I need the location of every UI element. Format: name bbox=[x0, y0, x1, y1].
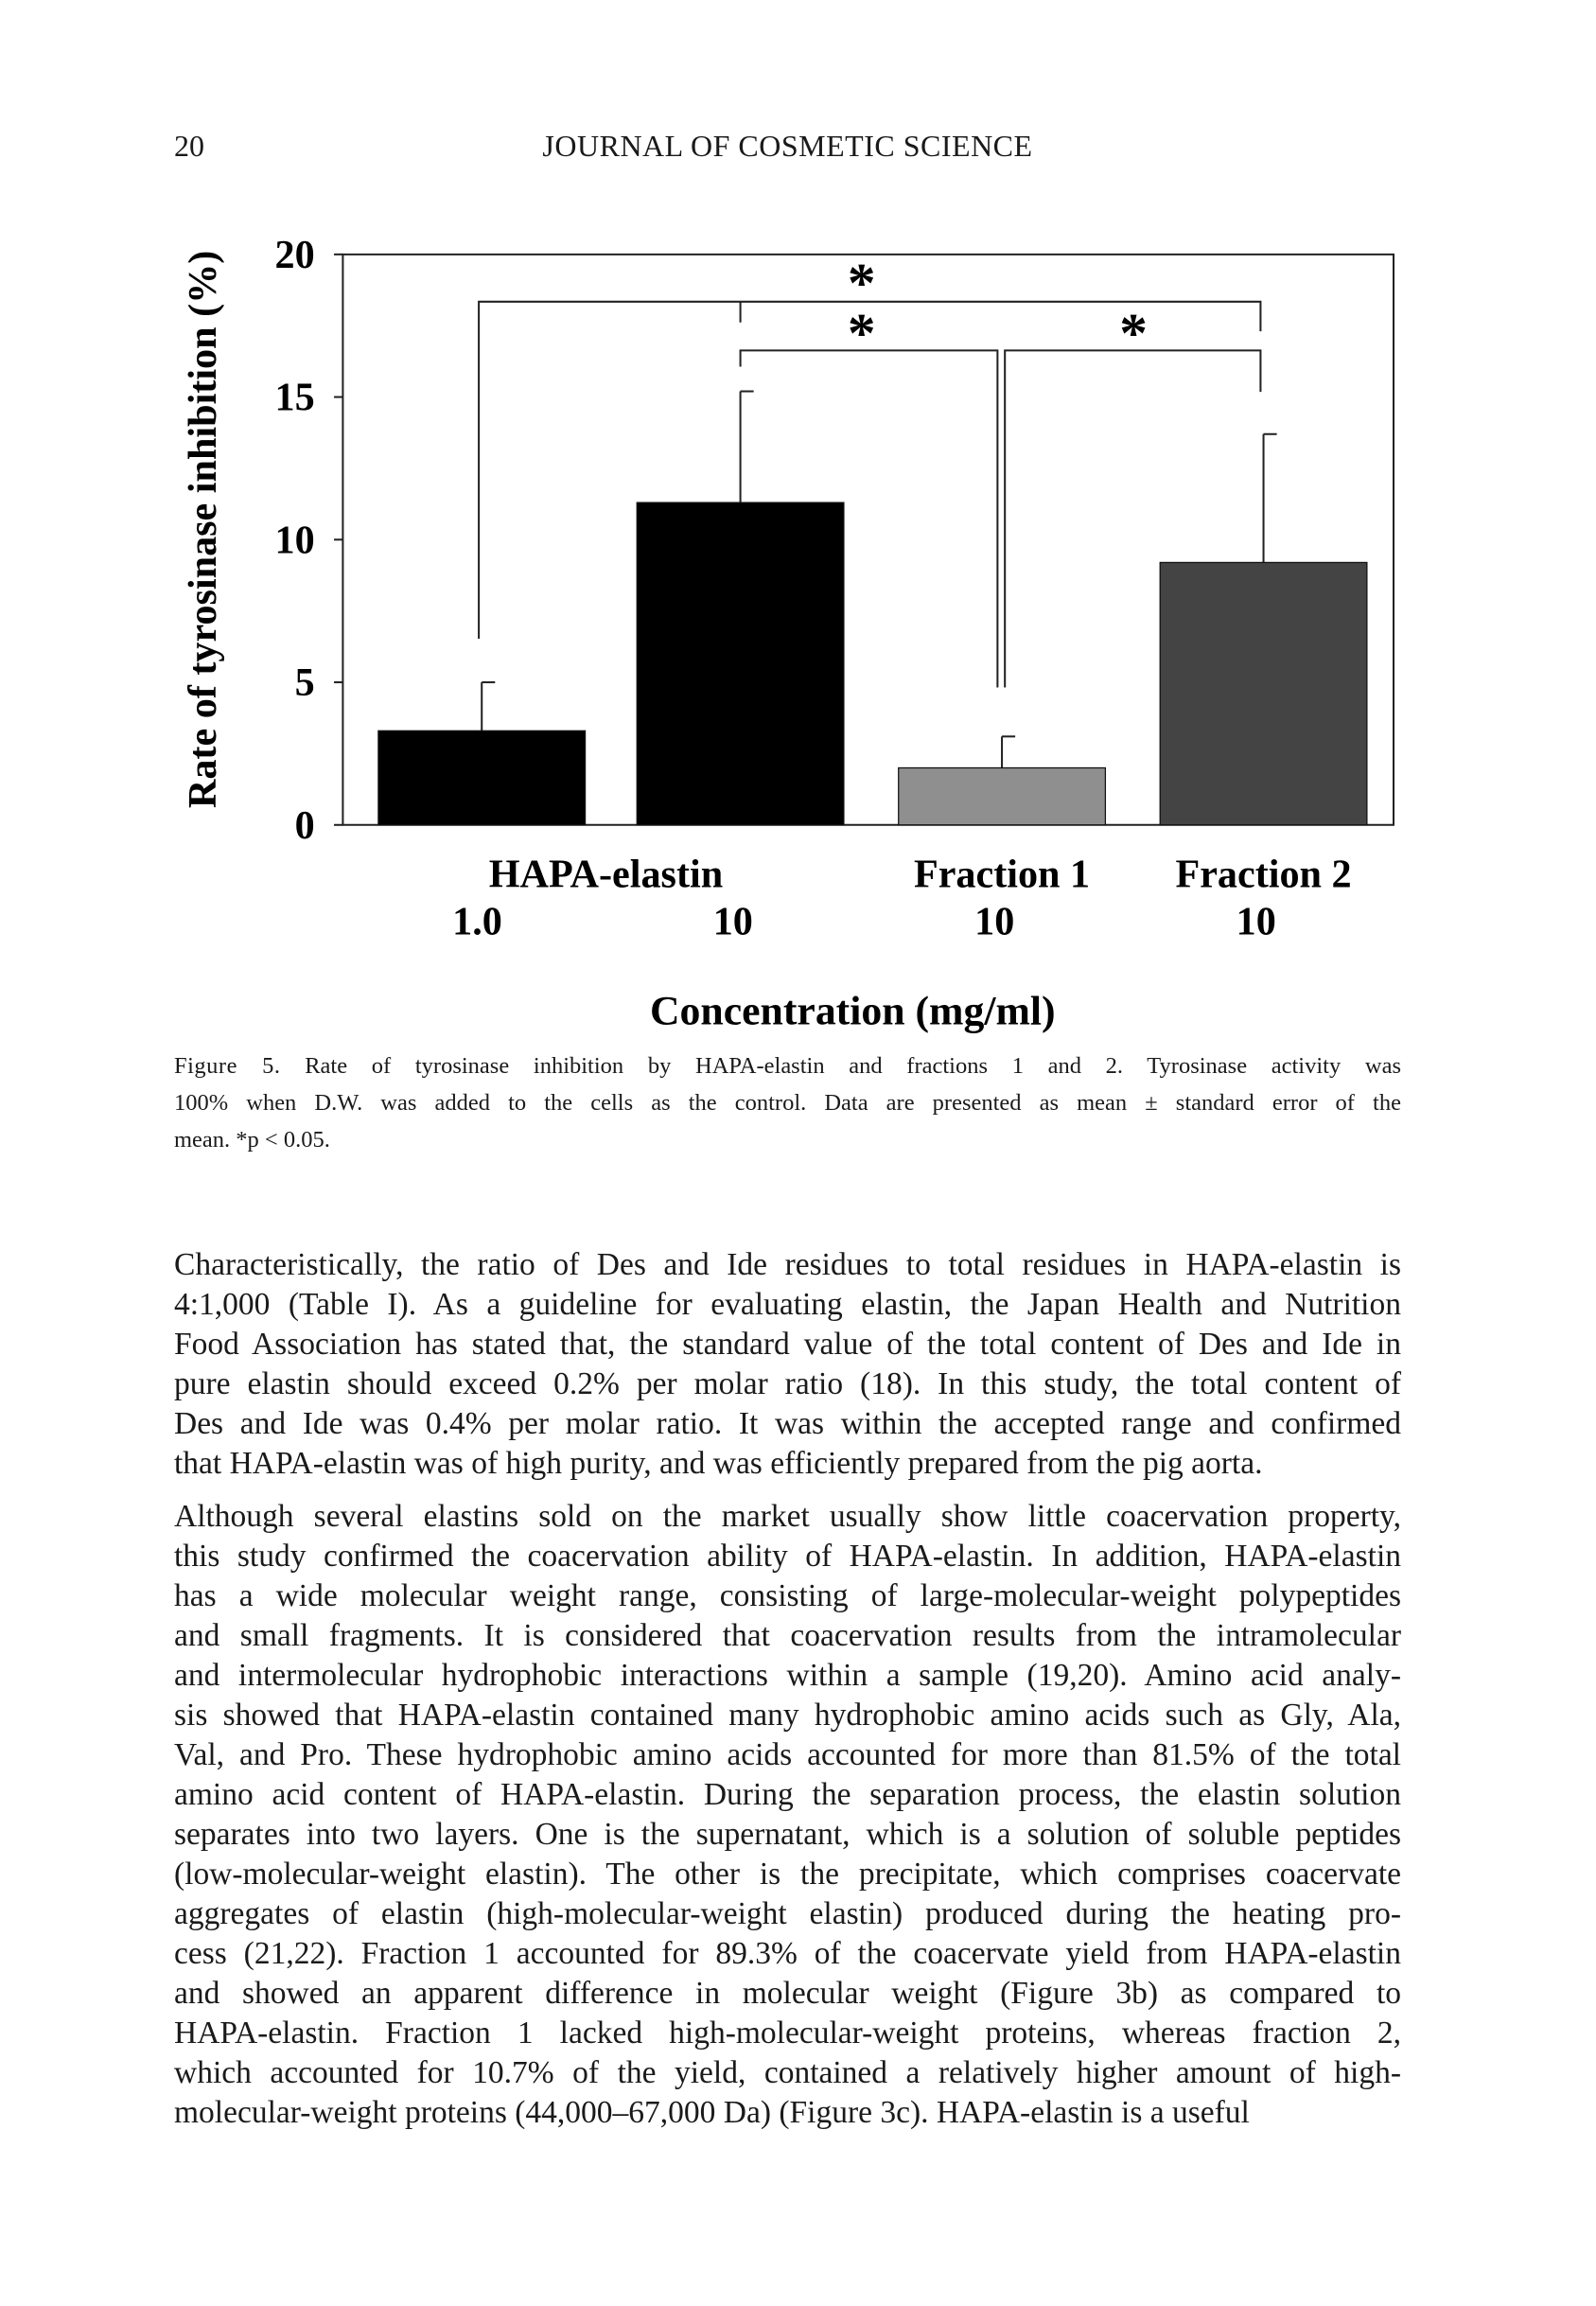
group-label: HAPA-elastin bbox=[488, 852, 724, 897]
y-tick-label: 20 bbox=[274, 232, 315, 277]
y-axis-title: Rate of tyrosinase inhibition (%) bbox=[181, 250, 226, 809]
body-text-line: Although several elastins sold on the market usually show little coacervation property, bbox=[174, 1499, 1401, 1534]
body-text-line: Des and Ide was 0.4% per molar ratio. It was within the accepted range and confirmed bbox=[174, 1406, 1401, 1441]
body-text-line: Val, and Pro. These hydrophobic amino acids accounted for more than 81.5% of the total bbox=[174, 1737, 1401, 1772]
concentration-label: 10 bbox=[974, 899, 1015, 944]
body-text-line: has a wide molecular weight range, consisting of large-molecular-weight polypeptides bbox=[174, 1578, 1401, 1613]
bar bbox=[899, 767, 1106, 824]
caption-line: 100% when D.W. was added to the cells as the control. Data are presented as mean ± standard error of the bbox=[174, 1090, 1401, 1116]
body-text-line: (low-molecular-weight elastin). The other is the precipitate, which comprises coacervate bbox=[174, 1857, 1401, 1892]
paragraph-2 bbox=[174, 1497, 1401, 2133]
body-text-line: and showed an apparent difference in molecular weight (Figure 3b) as compared to bbox=[174, 1976, 1401, 2011]
figure-label: Figure 5. bbox=[174, 1053, 281, 1079]
body-text-line: 4:1,000 (Table I). As a guideline for evaluating elastin, the Japan Health and Nutrition bbox=[174, 1287, 1401, 1322]
body-text-line: molecular-weight proteins (44,000–67,000 Da) (Figure 3c). HAPA-elastin is a useful bbox=[174, 2095, 1250, 2130]
bar bbox=[637, 502, 844, 825]
body-text-line: and intermolecular hydrophobic interactions within a sample (19,20). Amino acid analy- bbox=[174, 1658, 1401, 1693]
y-tick-label: 15 bbox=[274, 375, 315, 420]
concentration-label: 10 bbox=[1236, 899, 1276, 944]
body-text-line: cess (21,22). Fraction 1 accounted for 89.3% of the coacervate yield from HAPA-elastin bbox=[174, 1936, 1401, 1971]
bar bbox=[1160, 562, 1367, 824]
body-text-line: sis showed that HAPA-elastin contained many hydrophobic amino acids such as Gly, Ala, bbox=[174, 1698, 1401, 1733]
journal-title: JOURNAL OF COSMETIC SCIENCE bbox=[542, 129, 1033, 163]
y-tick-label: 0 bbox=[294, 802, 315, 848]
figure-caption bbox=[174, 1047, 1401, 1158]
group-label: Fraction 1 bbox=[913, 852, 1091, 897]
significance-star: * bbox=[847, 251, 876, 314]
concentration-label: 1.0 bbox=[452, 899, 502, 944]
body-text-line: separates into two layers. One is the supernatant, which is a solution of soluble peptides bbox=[174, 1817, 1401, 1852]
body-text-line: which accounted for 10.7% of the yield, contained a relatively higher amount of high- bbox=[174, 2055, 1401, 2090]
y-tick-label: 10 bbox=[274, 518, 315, 563]
body-text-line: amino acid content of HAPA-elastin. During the separation process, the elastin solution bbox=[174, 1777, 1401, 1812]
x-axis-title: Concentration (mg/ml) bbox=[649, 988, 1056, 1034]
body-text-line: aggregates of elastin (high-molecular-weight elastin) produced during the heating pro- bbox=[174, 1896, 1401, 1931]
body-text-line: that HAPA-elastin was of high purity, and was efficiently prepared from the pig aorta. bbox=[174, 1446, 1263, 1481]
body-text-line: pure elastin should exceed 0.2% per molar ratio (18). In this study, the total content of bbox=[174, 1366, 1401, 1401]
significance-star: * bbox=[847, 301, 876, 364]
body-text-line: Food Association has stated that, the standard value of the total content of Des and Ide in bbox=[174, 1327, 1401, 1362]
group-label: Fraction 2 bbox=[1175, 852, 1352, 897]
significance-star: * bbox=[1119, 301, 1148, 364]
body-text-line: Characteristically, the ratio of Des and Ide residues to total residues in HAPA-elastin is bbox=[174, 1247, 1401, 1282]
concentration-label: 10 bbox=[712, 899, 753, 944]
body-text-line: HAPA-elastin. Fraction 1 lacked high-molecular-weight proteins, whereas fraction 2, bbox=[174, 2016, 1401, 2051]
caption-line: mean. *p < 0.05. bbox=[174, 1127, 330, 1153]
caption-line: Figure 5. Rate of tyrosinase inhibition by HAPA-elastin and fractions 1 and 2. Tyrosinase activity was bbox=[174, 1053, 1402, 1079]
y-tick-label: 5 bbox=[294, 660, 315, 706]
bar bbox=[378, 731, 586, 824]
bar-chart bbox=[0, 0, 1596, 1065]
page-number: 20 bbox=[174, 129, 204, 163]
paragraph-1 bbox=[174, 1245, 1401, 1484]
body-text-line: and small fragments. It is considered that coacervation results from the intramolecular bbox=[174, 1618, 1401, 1653]
body-text-line: this study confirmed the coacervation ability of HAPA-elastin. In addition, HAPA-elastin bbox=[174, 1539, 1401, 1574]
